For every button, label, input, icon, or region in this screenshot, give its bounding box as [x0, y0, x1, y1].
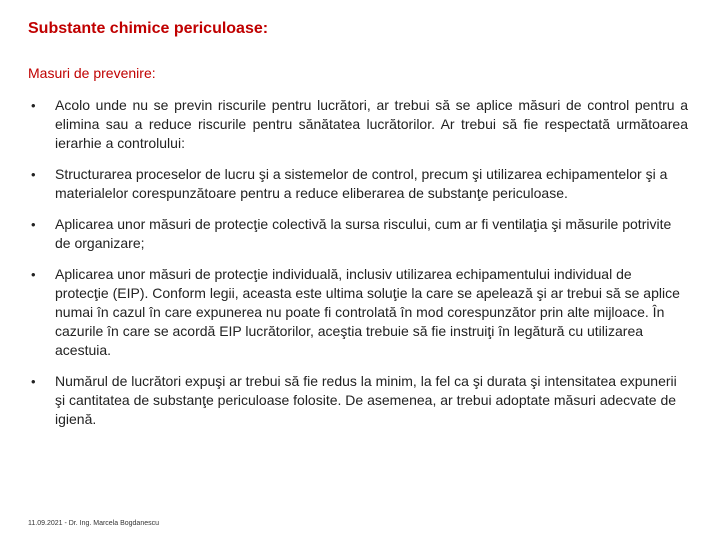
bullet-icon: • — [31, 267, 36, 282]
bullet-text: Structurarea proceselor de lucru şi a sistemelor de control, precum şi utilizarea echipamentelor şi a materialelor corespunzătoare pentru a reduce eliberarea de substanţe periculoase. — [55, 166, 668, 201]
bullet-text: Aplicarea unor măsuri de protecţie colectivă la sursa riscului, cum ar fi ventilaţia şi măsurile potrivite de organizare; — [55, 216, 672, 251]
bullet-icon: • — [31, 98, 36, 113]
list-item — [28, 372, 688, 429]
list-item — [28, 96, 688, 153]
bullet-text: Aplicarea unor măsuri de protecţie individuală, inclusiv utilizarea echipamentului individual de protecţie (EIP). Conform legii, aceasta este ultima soluţie la care se apelează şi ar trebui să se aplice numai în cazul în care expunerea nu poate fi controlată în mod corespunzător prin alte mijloace. În cazurile în care se acordă EIP lucrătorilor, aceştia trebuie să fie instruiţi în legătură cu utilizarea acestuia. — [55, 266, 680, 358]
bullet-text: Acolo unde nu se previn riscurile pentru lucrători, ar trebui să se aplice măsuri de control pentru a elimina sau a reduce riscurile pentru sănătatea lucrătorilor. Ar trebui să fie respectată următoarea ierarhie a controlului: — [55, 97, 688, 151]
slide-footer: 11.09.2021 - Dr. Ing. Marcela Bogdanescu — [28, 520, 160, 527]
bullet-text: Numărul de lucrători expuşi ar trebui să fie redus la minim, la fel ca şi durata şi intensitatea expunerii şi cantitatea de substanţe periculoase folosite. De asemenea, ar trebui adoptate măsuri adecvate de igienă. — [55, 373, 677, 427]
list-item — [28, 165, 688, 203]
slide-subtitle: Masuri de prevenire: — [28, 65, 156, 81]
bullet-icon: • — [31, 217, 36, 232]
slide-title: Substante chimice periculoase: — [28, 20, 269, 37]
bullet-icon: • — [31, 374, 36, 389]
list-item — [28, 265, 688, 360]
bullet-list — [28, 96, 688, 441]
list-item — [28, 215, 688, 253]
bullet-icon: • — [31, 167, 36, 182]
